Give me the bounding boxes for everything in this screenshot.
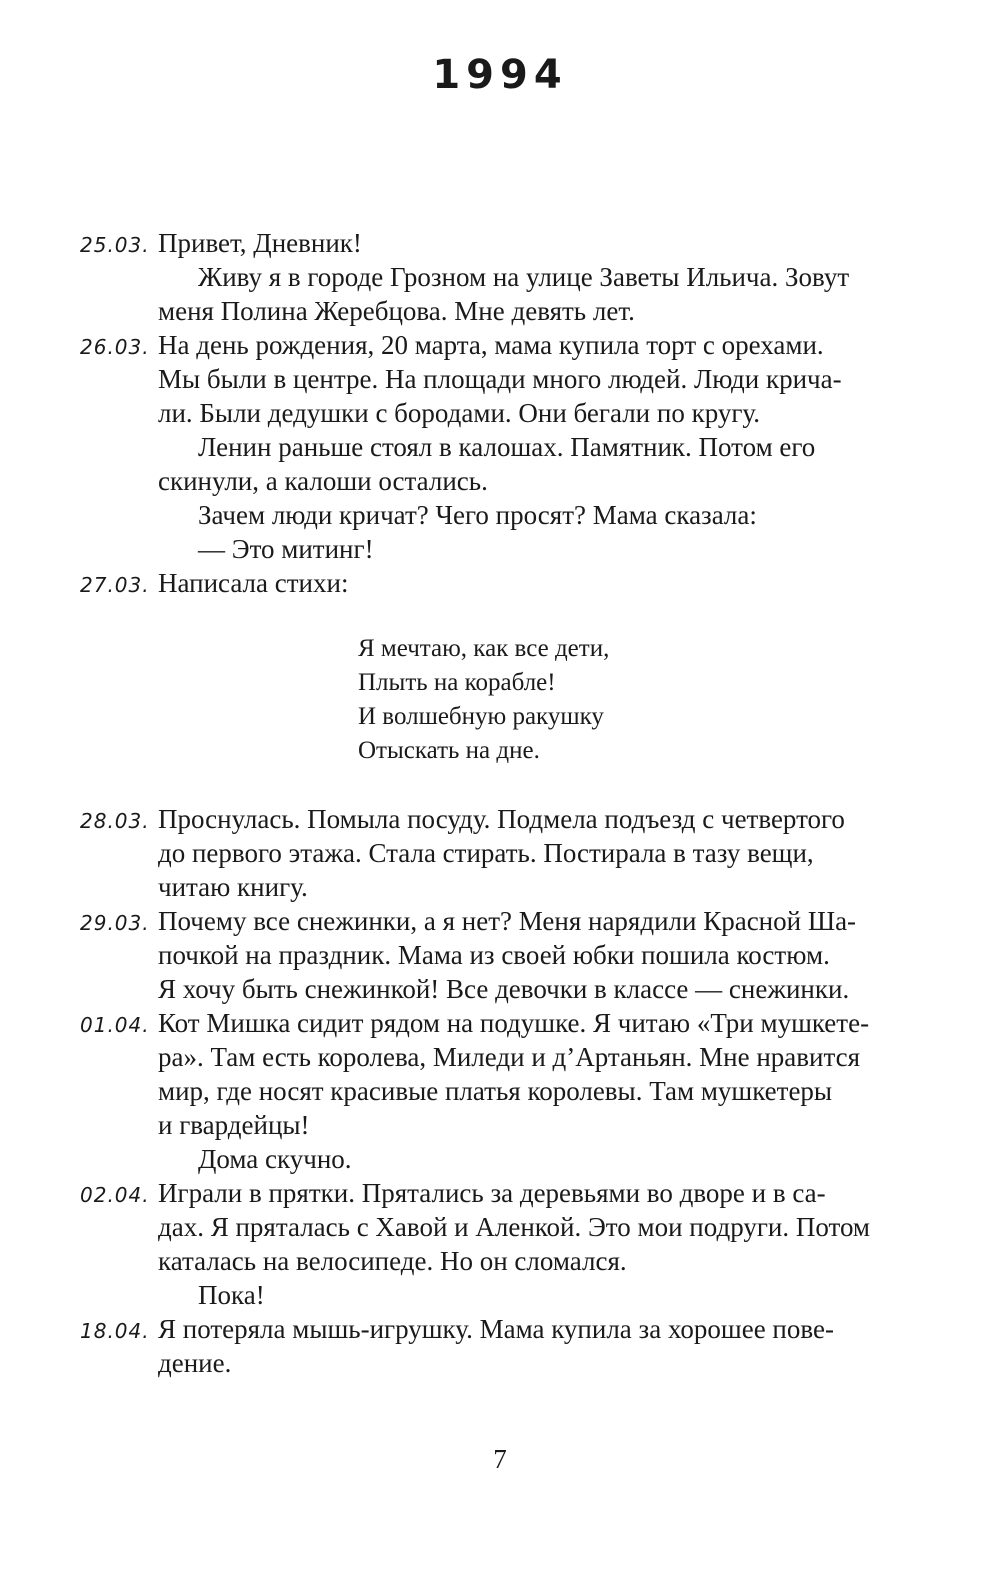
entry-paragraph: Дома скучно. — [198, 1144, 352, 1174]
diary-entry — [80, 904, 892, 1006]
diary-entry — [80, 1176, 892, 1312]
entry-paragraph: Пока! — [198, 1280, 265, 1310]
entry-paragraph: Почему все снежинки, а я нет? Меня нарядили Красной Ша- почкой на праздник. Мама из своей юбки пошила костюм. Я хочу быть снежинкой! Все девочки в классе — снежинки. — [158, 906, 857, 1004]
poem-line: Плыть на корабле! — [358, 669, 556, 696]
entry-paragraph: Ленин раньше стоял в калошах. Памятник. Потом его скинули, а калоши остались. — [158, 432, 816, 496]
entry-date: 01.04. — [80, 1013, 150, 1037]
diary-entry — [80, 1312, 892, 1380]
entry-paragraph: Кот Мишка сидит рядом на подушке. Я читаю «Три мушкете- ра». Там есть королева, Миледи и д’Артаньян. Мне нравится мир, где носят красивые платья королевы. Там мушкетеры и гвардейцы! — [158, 1008, 870, 1140]
page-number: 7 — [493, 1444, 507, 1474]
entry-paragraph: Играли в прятки. Прятались за деревьями во дворе и в са- дах. Я пряталась с Хавой и Аленкой. Это мои подруги. Потом каталась на велосипеде. Но он сломался. — [158, 1178, 871, 1276]
entry-paragraph: — Это митинг! — [198, 534, 374, 564]
diary-entry — [80, 226, 892, 328]
diary-entry — [80, 566, 892, 768]
entry-date: 18.04. — [80, 1319, 150, 1343]
diary-entry — [80, 1006, 892, 1176]
entry-date: 27.03. — [80, 573, 150, 597]
entry-date: 28.03. — [80, 809, 150, 833]
diary-entries — [80, 226, 892, 1380]
entry-paragraph: Написала стихи: — [158, 568, 349, 598]
poem-line: И волшебную ракушку — [358, 703, 604, 730]
entry-paragraph: Я потеряла мышь-игрушку. Мама купила за хорошее пове- дение. — [158, 1314, 834, 1378]
poem-line: Отыскать на дне. — [358, 737, 540, 764]
entry-paragraph: На день рождения, 20 марта, мама купила торт с орехами. Мы были в центре. На площади много людей. Люди крича- ли. Были дедушки с бородами. Они бегали по кругу. — [158, 330, 842, 428]
page-title: 1994 — [432, 52, 568, 98]
entry-date: 02.04. — [80, 1183, 150, 1207]
poem — [358, 632, 892, 768]
entry-paragraph: Привет, Дневник! — [158, 228, 362, 258]
entry-paragraph: Проснулась. Помыла посуду. Подмела подъезд с четвертого до первого этажа. Стала стирать. Постирала в тазу вещи, читаю книгу. — [158, 804, 845, 902]
entry-date: 25.03. — [80, 233, 150, 257]
diary-entry — [80, 328, 892, 566]
poem-line: Я мечтаю, как все дети, — [358, 635, 610, 662]
entry-paragraph: Живу я в городе Грозном на улице Заветы Ильича. Зовут меня Полина Жеребцова. Мне девять лет. — [158, 262, 850, 326]
entry-date: 29.03. — [80, 911, 150, 935]
entry-paragraph: Зачем люди кричат? Чего просят? Мама сказала: — [198, 500, 757, 530]
entry-date: 26.03. — [80, 335, 150, 359]
diary-entry — [80, 802, 892, 904]
